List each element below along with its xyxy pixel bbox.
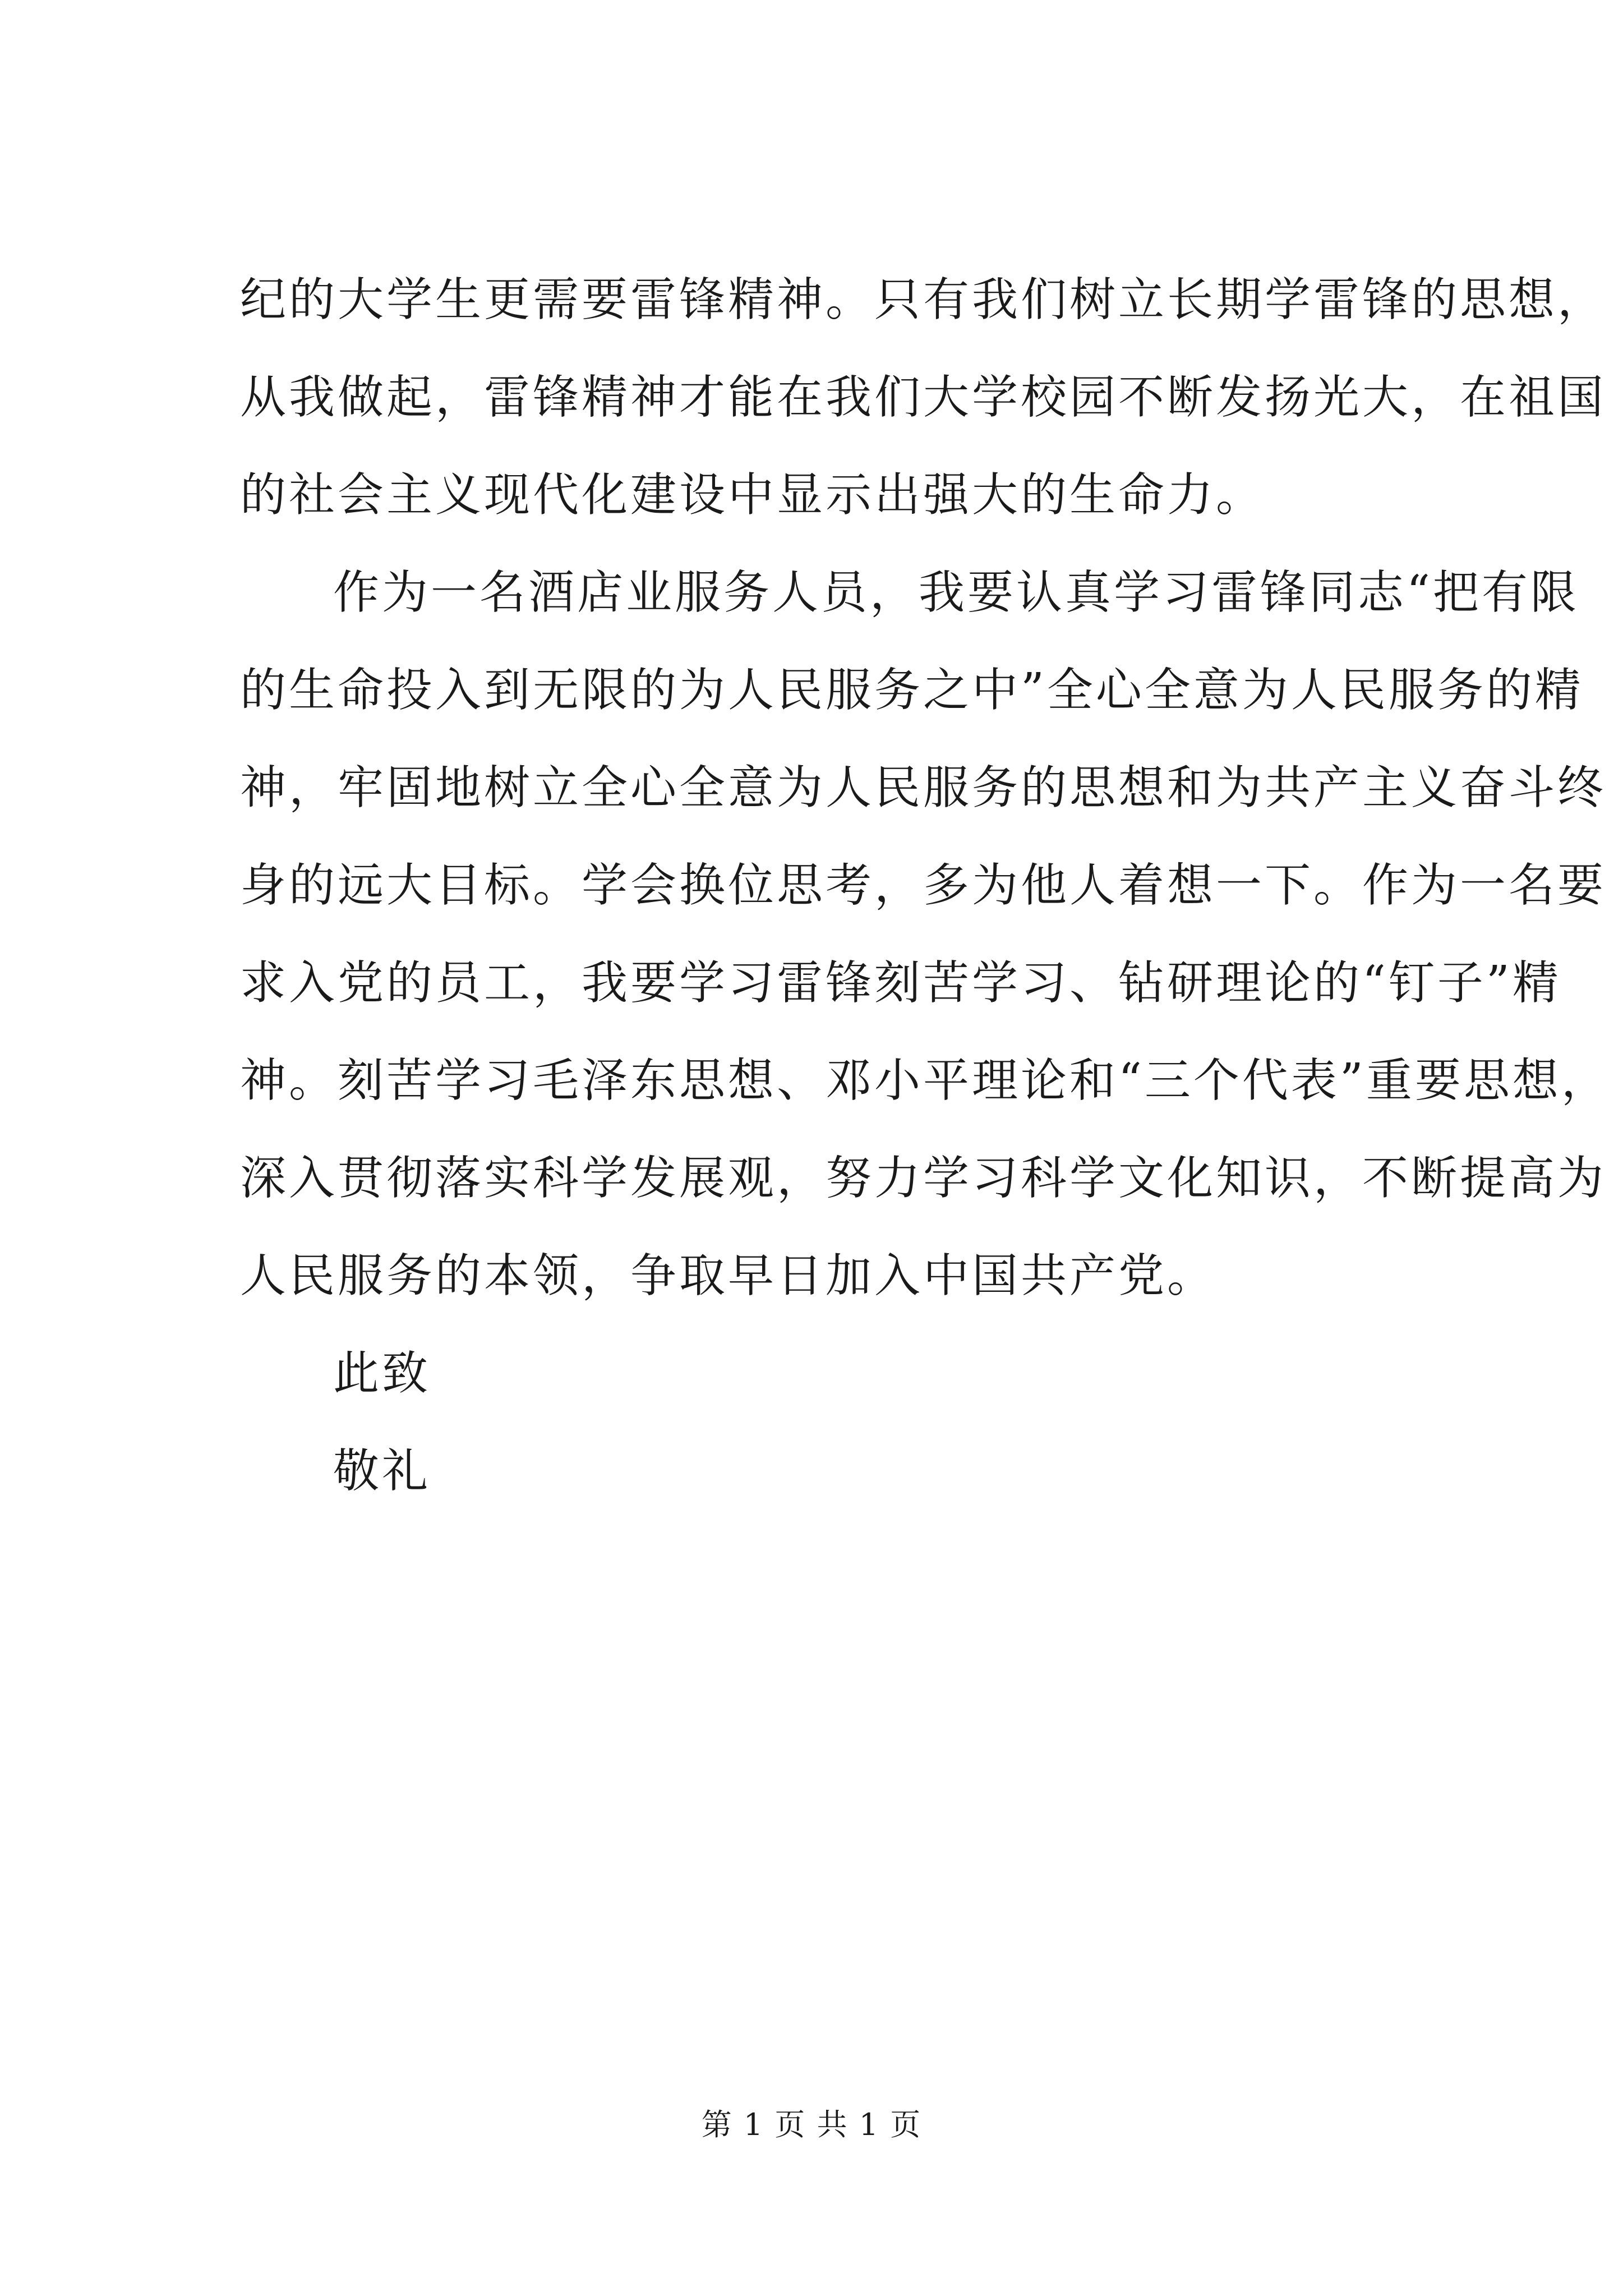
text-line: 求入党的员工，我要学习雷锋刻苦学习、钻研理论的“钉子”精: [240, 956, 1561, 1010]
page-footer: 第 1 页 共 1 页: [701, 2107, 922, 2142]
text-line: 纪的大学生更需要雷锋精神。只有我们树立长期学雷锋的思想，: [240, 273, 1607, 326]
text-line: 的社会主义现代化建设中显示出强大的生命力。: [240, 468, 1265, 522]
text-line: 此致: [333, 1347, 431, 1400]
closing-jing-li: [240, 1423, 1415, 1520]
paragraph-continuation: [240, 251, 1607, 544]
text-line: 神，牢固地树立全心全意为人民服务的思想和为共产主义奋斗终: [240, 761, 1607, 815]
text-line: 身的远大目标。学会换位思考，多为他人着想一下。作为一名要: [240, 859, 1607, 912]
text-line: 作为一名酒店业服务人员，我要认真学习雷锋同志“把有限: [333, 566, 1579, 619]
text-line: 敬礼: [333, 1444, 431, 1498]
paragraph-service: [240, 544, 1610, 1325]
text-line: 从我做起，雷锋精神才能在我们大学校园不断发扬光大，在祖国: [240, 371, 1607, 424]
text-line: 的生命投入到无限的为人民服务之中”全心全意为人民服务的精: [240, 664, 1584, 717]
text-line: 深入贯彻落实科学发展观，努力学习科学文化知识，不断提高为: [240, 1152, 1607, 1205]
closing-ci-zhi: [240, 1325, 1415, 1423]
text-line: 人民服务的本领，争取早日加入中国共产党。: [240, 1249, 1216, 1303]
document-body: [240, 251, 1610, 1520]
text-line: 神。刻苦学习毛泽东思想、邓小平理论和“三个代表”重要思想，: [240, 1054, 1610, 1107]
